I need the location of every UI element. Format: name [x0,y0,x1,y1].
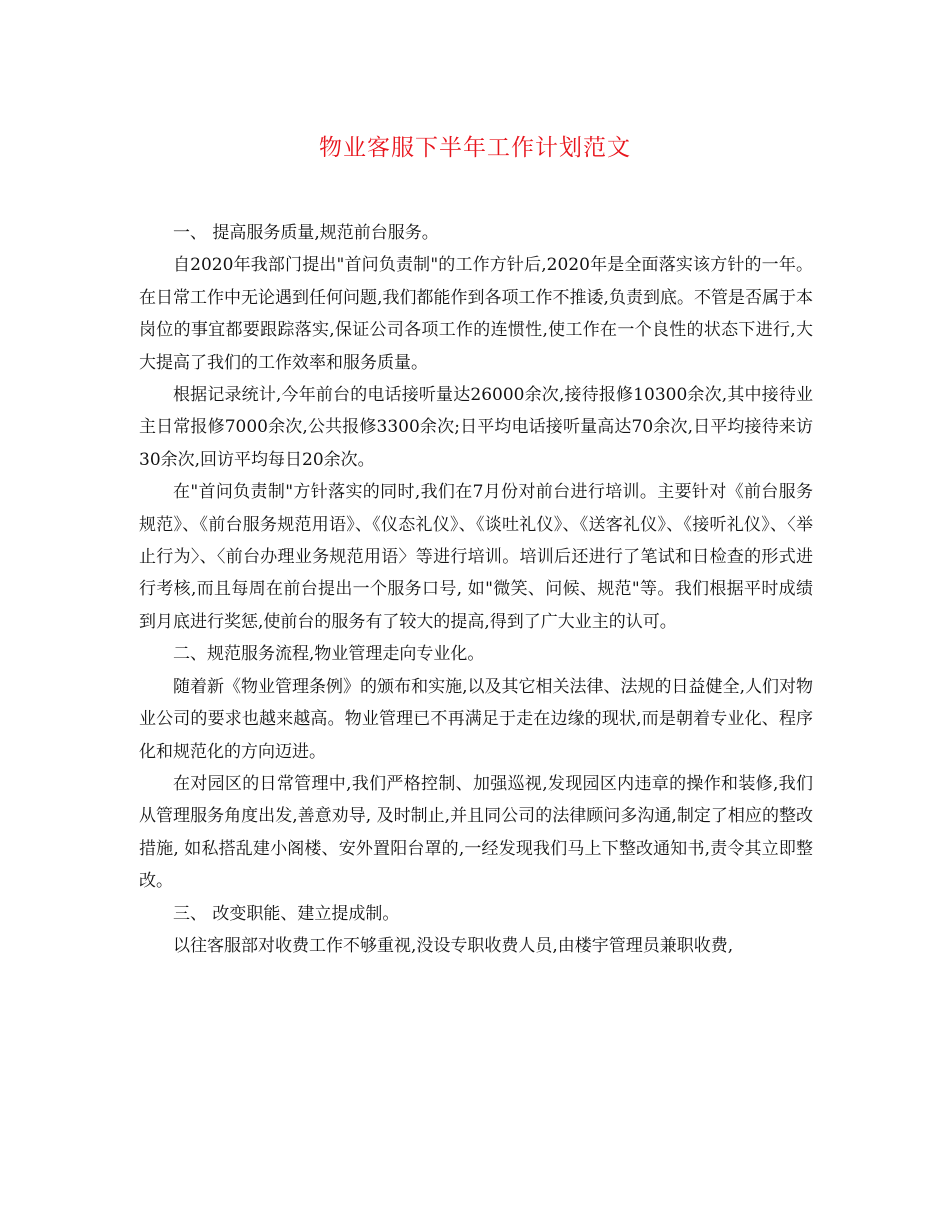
paragraph: 随着新《物业管理条例》的颁布和实施,以及其它相关法律、法规的日益健全,人们对物业公司的要求也越来越高。物业管理已不再满足于走在边缘的现状,而是朝着专业化、程序化和规范化的方向迈进。 [139,676,813,762]
section-heading-3: 三、 改变职能、建立提成制。 [173,903,400,924]
document-body [139,217,813,962]
section-heading-2: 二、规范服务流程,物业管理走向专业化。 [173,644,485,665]
section-heading-1: 一、 提高服务质量,规范前台服务。 [173,223,439,243]
paragraph: 自2020年我部门提出"首问负责制"的工作方针后,2020年是全面落实该方针的一年。在日常工作中无论遇到任何问题,我们都能作到各项工作不推诿,负责到底。不管是否属于本岗位的事宜都要跟踪落实,保证公司各项工作的连惯性,使工作在一个良性的状态下进行,大大提高了我们的工作效率和服务质量。 [139,255,813,373]
paragraph: 在"首问负责制"方针落实的同时,我们在7月份对前台进行培训。主要针对《前台服务规范》、《前台服务规范用语》、《仪态礼仪》、《谈吐礼仪》、《送客礼仪》、《接听礼仪》、〈举止行为〉、〈前台办理业务规范用语〉等进行培训。培训后还进行了笔试和日检查的形式进行考核,而且每周在前台提出一个服务口号, 如"微笑、问候、规范"等。我们根据平时成绩到月底进行奖惩,使前台的服务有了较大的提高,得到了广大业主的认可。 [139,482,813,632]
document-title: 物业客服下半年工作计划范文 [319,135,631,161]
paragraph: 以往客服部对收费工作不够重视,没设专职收费人员,由楼宇管理员兼职收费, [173,935,734,956]
paragraph: 根据记录统计,今年前台的电话接听量达26000余次,接待报修10300余次,其中接待业主日常报修7000余次,公共报修3300余次;日平均电话接听量高达70余次,日平均接待来访30余次,回访平均每日20余次。 [139,385,813,470]
paragraph: 在对园区的日常管理中,我们严格控制、加强巡视,发现园区内违章的操作和装修,我们从管理服务角度出发,善意劝导, 及时制止,并且同公司的法律顾问多沟通,制定了相应的整改措施, 如私搭乱建小阁楼、安外置阳台罩的,一经发现我们马上下整改通知书,责令其立即整改。 [139,773,813,892]
